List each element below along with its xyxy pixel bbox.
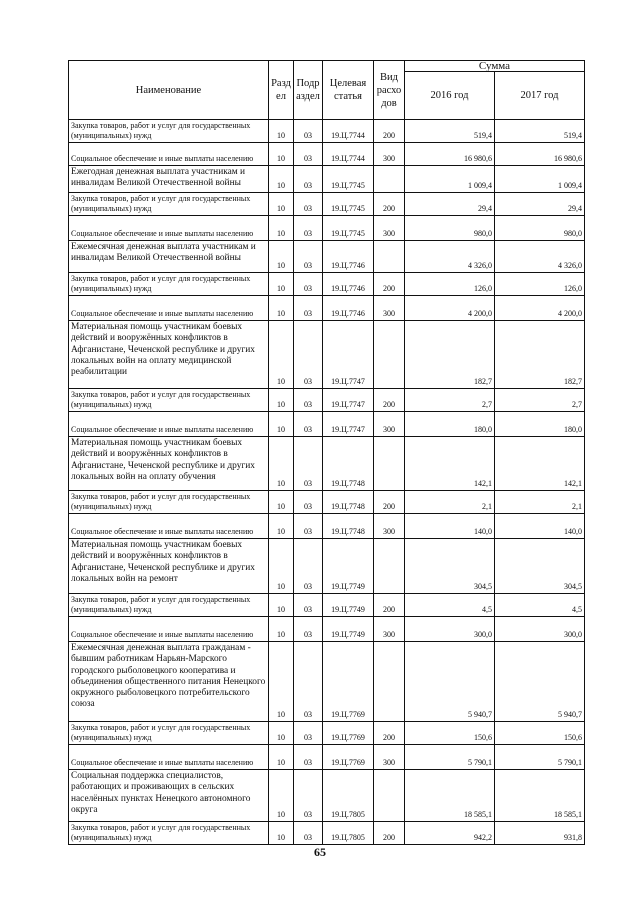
row-vid-rashodov: 300 — [374, 617, 405, 642]
table-row — [69, 514, 585, 539]
row-razdel: 10 — [269, 437, 294, 491]
header-vid-rashodov: Вид расхо дов — [374, 61, 405, 120]
row-name: Материальная помощь участникам боевых действий и вооружённых конфликтов в Афганистане, Чеченской республике и других локальных войн на ремонт — [69, 539, 269, 594]
row-celevaya-statya: 19.Ц.7769 — [323, 642, 374, 722]
row-name: Закупка товаров, работ и услуг для государственных (муниципальных) нужд — [69, 273, 269, 296]
row-sum-2016: 4 326,0 — [405, 241, 495, 273]
table-row — [69, 193, 585, 216]
row-razdel: 10 — [269, 216, 294, 241]
row-name: Социальная поддержка специалистов, работающих и проживающих в сельских населённых пунктах Ненецкого автономного округа — [69, 770, 269, 822]
row-vid-rashodov: 300 — [374, 143, 405, 166]
row-sum-2016: 304,5 — [405, 539, 495, 594]
row-celevaya-statya: 19.Ц.7748 — [323, 437, 374, 491]
table-row — [69, 321, 585, 389]
row-razdel: 10 — [269, 822, 294, 845]
table-row — [69, 745, 585, 770]
row-podrazdel: 03 — [294, 166, 323, 193]
row-podrazdel: 03 — [294, 143, 323, 166]
row-razdel: 10 — [269, 594, 294, 617]
table-row — [69, 273, 585, 296]
row-celevaya-statya: 19.Ц.7745 — [323, 193, 374, 216]
row-podrazdel: 03 — [294, 273, 323, 296]
row-celevaya-statya: 19.Ц.7805 — [323, 770, 374, 822]
table-row — [69, 389, 585, 412]
row-vid-rashodov — [374, 642, 405, 722]
row-sum-2017: 150,6 — [495, 722, 585, 745]
table-row — [69, 594, 585, 617]
row-name: Закупка товаров, работ и услуг для государственных (муниципальных) нужд — [69, 594, 269, 617]
row-sum-2016: 140,0 — [405, 514, 495, 539]
row-sum-2016: 1 009,4 — [405, 166, 495, 193]
row-vid-rashodov: 300 — [374, 216, 405, 241]
row-sum-2016: 18 585,1 — [405, 770, 495, 822]
row-sum-2016: 300,0 — [405, 617, 495, 642]
row-sum-2016: 942,2 — [405, 822, 495, 845]
row-podrazdel: 03 — [294, 241, 323, 273]
row-name: Ежемесячная денежная выплата гражданам - бывшим работникам Нарьян-Марского городского рыболовецкого кооператива и объединения общественного питания Ненецкого окружного рыболовецкого потребительского союза — [69, 642, 269, 722]
row-podrazdel: 03 — [294, 120, 323, 143]
row-vid-rashodov: 200 — [374, 389, 405, 412]
table-body — [69, 120, 585, 845]
row-celevaya-statya: 19.Ц.7748 — [323, 514, 374, 539]
row-podrazdel: 03 — [294, 296, 323, 321]
table-row — [69, 491, 585, 514]
row-name: Ежегодная денежная выплата участникам и инвалидам Великой Отечественной войны — [69, 166, 269, 193]
row-name: Закупка товаров, работ и услуг для государственных (муниципальных) нужд — [69, 389, 269, 412]
table-row — [69, 822, 585, 845]
row-podrazdel: 03 — [294, 770, 323, 822]
header-2017: 2017 год — [495, 72, 585, 120]
row-razdel: 10 — [269, 491, 294, 514]
row-celevaya-statya: 19.Ц.7747 — [323, 321, 374, 389]
row-vid-rashodov: 300 — [374, 514, 405, 539]
row-vid-rashodov — [374, 437, 405, 491]
row-razdel: 10 — [269, 241, 294, 273]
row-razdel: 10 — [269, 166, 294, 193]
row-name: Социальное обеспечение и иные выплаты населению — [69, 143, 269, 166]
row-vid-rashodov: 200 — [374, 273, 405, 296]
row-sum-2017: 304,5 — [495, 539, 585, 594]
row-sum-2017: 180,0 — [495, 412, 585, 437]
row-sum-2017: 931,8 — [495, 822, 585, 845]
row-sum-2017: 16 980,6 — [495, 143, 585, 166]
row-celevaya-statya: 19.Ц.7749 — [323, 594, 374, 617]
row-podrazdel: 03 — [294, 491, 323, 514]
row-celevaya-statya: 19.Ц.7747 — [323, 389, 374, 412]
header-podrazdel: Подр аздел — [294, 61, 323, 120]
row-celevaya-statya: 19.Ц.7746 — [323, 296, 374, 321]
row-vid-rashodov — [374, 166, 405, 193]
row-podrazdel: 03 — [294, 389, 323, 412]
row-podrazdel: 03 — [294, 321, 323, 389]
row-sum-2017: 4 326,0 — [495, 241, 585, 273]
row-sum-2017: 1 009,4 — [495, 166, 585, 193]
row-sum-2016: 2,1 — [405, 491, 495, 514]
row-vid-rashodov: 300 — [374, 296, 405, 321]
row-podrazdel: 03 — [294, 594, 323, 617]
row-razdel: 10 — [269, 514, 294, 539]
header-2016: 2016 год — [405, 72, 495, 120]
row-vid-rashodov: 200 — [374, 120, 405, 143]
row-sum-2017: 300,0 — [495, 617, 585, 642]
table-row — [69, 642, 585, 722]
row-sum-2017: 29,4 — [495, 193, 585, 216]
row-vid-rashodov — [374, 770, 405, 822]
row-razdel: 10 — [269, 642, 294, 722]
row-vid-rashodov: 200 — [374, 822, 405, 845]
table-row — [69, 143, 585, 166]
row-podrazdel: 03 — [294, 539, 323, 594]
row-name: Закупка товаров, работ и услуг для государственных (муниципальных) нужд — [69, 120, 269, 143]
row-podrazdel: 03 — [294, 617, 323, 642]
row-sum-2017: 980,0 — [495, 216, 585, 241]
row-razdel: 10 — [269, 722, 294, 745]
row-podrazdel: 03 — [294, 193, 323, 216]
row-vid-rashodov: 200 — [374, 722, 405, 745]
row-name: Социальное обеспечение и иные выплаты населению — [69, 617, 269, 642]
row-name: Социальное обеспечение и иные выплаты населению — [69, 412, 269, 437]
row-vid-rashodov: 200 — [374, 491, 405, 514]
table-row — [69, 617, 585, 642]
row-podrazdel: 03 — [294, 722, 323, 745]
row-razdel: 10 — [269, 193, 294, 216]
budget-table — [68, 60, 585, 845]
row-celevaya-statya: 19.Ц.7769 — [323, 722, 374, 745]
row-podrazdel: 03 — [294, 642, 323, 722]
row-vid-rashodov: 200 — [374, 594, 405, 617]
row-sum-2016: 16 980,6 — [405, 143, 495, 166]
row-celevaya-statya: 19.Ц.7744 — [323, 120, 374, 143]
row-vid-rashodov: 200 — [374, 193, 405, 216]
row-sum-2017: 2,1 — [495, 491, 585, 514]
row-celevaya-statya: 19.Ц.7745 — [323, 166, 374, 193]
row-sum-2016: 29,4 — [405, 193, 495, 216]
row-razdel: 10 — [269, 770, 294, 822]
row-name: Материальная помощь участникам боевых действий и вооружённых конфликтов в Афганистане, Чеченской республике и других локальных войн на оплату обучения — [69, 437, 269, 491]
row-sum-2016: 142,1 — [405, 437, 495, 491]
row-sum-2017: 126,0 — [495, 273, 585, 296]
row-celevaya-statya: 19.Ц.7746 — [323, 241, 374, 273]
page-number: 65 — [314, 845, 326, 859]
table-row — [69, 296, 585, 321]
row-sum-2016: 5 940,7 — [405, 642, 495, 722]
row-vid-rashodov — [374, 321, 405, 389]
row-razdel: 10 — [269, 539, 294, 594]
header-name: Наименование — [69, 61, 269, 120]
row-sum-2016: 519,4 — [405, 120, 495, 143]
table-row — [69, 722, 585, 745]
row-sum-2016: 182,7 — [405, 321, 495, 389]
row-sum-2016: 150,6 — [405, 722, 495, 745]
row-sum-2016: 126,0 — [405, 273, 495, 296]
row-sum-2017: 182,7 — [495, 321, 585, 389]
row-podrazdel: 03 — [294, 745, 323, 770]
row-name: Закупка товаров, работ и услуг для государственных (муниципальных) нужд — [69, 822, 269, 845]
row-razdel: 10 — [269, 617, 294, 642]
row-razdel: 10 — [269, 143, 294, 166]
row-celevaya-statya: 19.Ц.7746 — [323, 273, 374, 296]
row-razdel: 10 — [269, 296, 294, 321]
row-celevaya-statya: 19.Ц.7748 — [323, 491, 374, 514]
table-row — [69, 412, 585, 437]
row-celevaya-statya: 19.Ц.7749 — [323, 617, 374, 642]
row-celevaya-statya: 19.Ц.7744 — [323, 143, 374, 166]
row-name: Социальное обеспечение и иные выплаты населению — [69, 296, 269, 321]
row-podrazdel: 03 — [294, 514, 323, 539]
row-celevaya-statya: 19.Ц.7747 — [323, 412, 374, 437]
row-sum-2017: 2,7 — [495, 389, 585, 412]
row-celevaya-statya: 19.Ц.7749 — [323, 539, 374, 594]
row-razdel: 10 — [269, 745, 294, 770]
table-row — [69, 437, 585, 491]
row-sum-2017: 140,0 — [495, 514, 585, 539]
row-name: Закупка товаров, работ и услуг для государственных (муниципальных) нужд — [69, 193, 269, 216]
row-sum-2017: 4 200,0 — [495, 296, 585, 321]
row-sum-2017: 142,1 — [495, 437, 585, 491]
row-vid-rashodov — [374, 539, 405, 594]
table-row — [69, 241, 585, 273]
row-sum-2016: 4,5 — [405, 594, 495, 617]
row-podrazdel: 03 — [294, 822, 323, 845]
row-sum-2016: 5 790,1 — [405, 745, 495, 770]
row-sum-2016: 180,0 — [405, 412, 495, 437]
row-sum-2017: 5 790,1 — [495, 745, 585, 770]
header-razdel: Разд ел — [269, 61, 294, 120]
table-row — [69, 120, 585, 143]
row-razdel: 10 — [269, 120, 294, 143]
row-sum-2016: 4 200,0 — [405, 296, 495, 321]
row-sum-2016: 980,0 — [405, 216, 495, 241]
row-razdel: 10 — [269, 321, 294, 389]
row-sum-2017: 5 940,7 — [495, 642, 585, 722]
table-row — [69, 770, 585, 822]
header-summa: Сумма — [405, 61, 585, 72]
row-razdel: 10 — [269, 389, 294, 412]
row-name: Социальное обеспечение и иные выплаты населению — [69, 745, 269, 770]
row-sum-2017: 4,5 — [495, 594, 585, 617]
table-row — [69, 216, 585, 241]
row-vid-rashodov: 300 — [374, 412, 405, 437]
row-razdel: 10 — [269, 412, 294, 437]
row-name: Закупка товаров, работ и услуг для государственных (муниципальных) нужд — [69, 491, 269, 514]
row-celevaya-statya: 19.Ц.7745 — [323, 216, 374, 241]
row-vid-rashodov: 300 — [374, 745, 405, 770]
row-name: Социальное обеспечение и иные выплаты населению — [69, 514, 269, 539]
row-podrazdel: 03 — [294, 437, 323, 491]
row-podrazdel: 03 — [294, 216, 323, 241]
table-row — [69, 166, 585, 193]
table-row — [69, 539, 585, 594]
row-vid-rashodov — [374, 241, 405, 273]
row-celevaya-statya: 19.Ц.7769 — [323, 745, 374, 770]
row-name: Социальное обеспечение и иные выплаты населению — [69, 216, 269, 241]
header-celevaya-statya: Целевая статья — [323, 61, 374, 120]
row-razdel: 10 — [269, 273, 294, 296]
row-name: Закупка товаров, работ и услуг для государственных (муниципальных) нужд — [69, 722, 269, 745]
row-sum-2017: 18 585,1 — [495, 770, 585, 822]
row-name: Материальная помощь участникам боевых действий и вооружённых конфликтов в Афганистане, Чеченской республике и других локальных войн на оплату медицинской реабилитации — [69, 321, 269, 389]
row-name: Ежемесячная денежная выплата участникам и инвалидам Великой Отечественной войны — [69, 241, 269, 273]
row-sum-2017: 519,4 — [495, 120, 585, 143]
row-celevaya-statya: 19.Ц.7805 — [323, 822, 374, 845]
row-sum-2016: 2,7 — [405, 389, 495, 412]
row-podrazdel: 03 — [294, 412, 323, 437]
